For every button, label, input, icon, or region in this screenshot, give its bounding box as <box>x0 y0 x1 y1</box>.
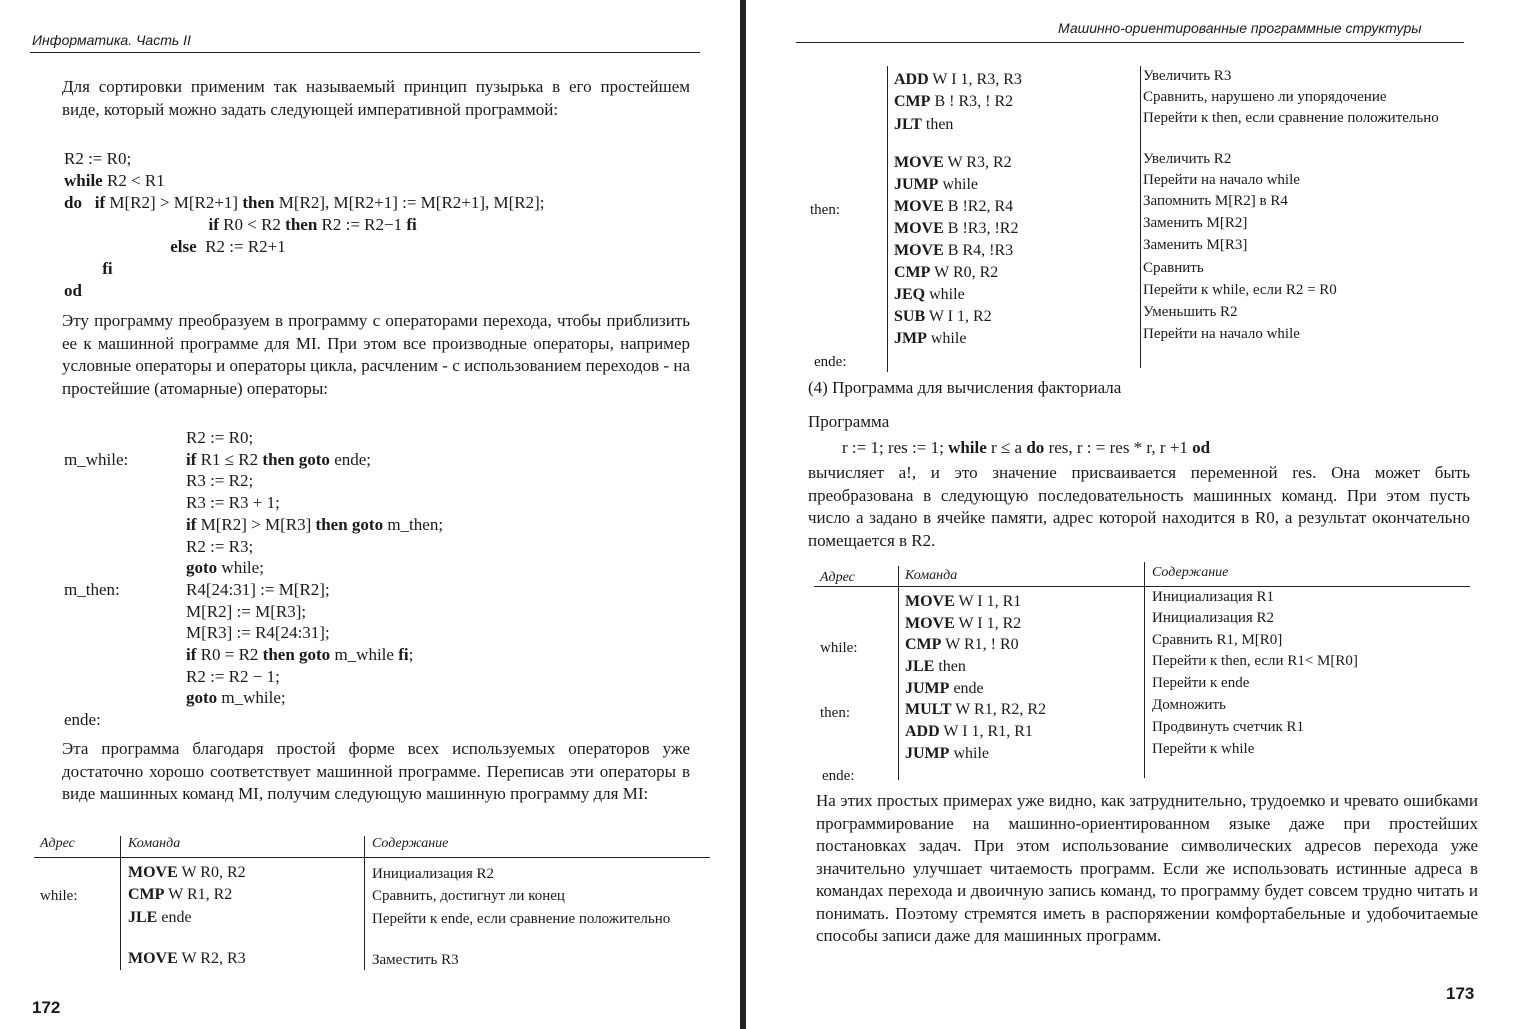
content-cell: Заменить M[R2] <box>1143 215 1248 231</box>
code-label: m_while: <box>64 449 129 469</box>
keyword: do <box>64 193 82 212</box>
content-cell: Перейти к ende <box>1152 675 1250 691</box>
content-cell: Перейти на начало while <box>1143 172 1300 188</box>
book-spine <box>740 0 746 1029</box>
page-number-left: 172 <box>32 998 61 1017</box>
opcode: MOVE <box>894 242 944 259</box>
running-head-right: Машинно-ориентированные программные структуры <box>1058 20 1422 36</box>
operands: W R0, R2 <box>177 864 246 881</box>
right-page <box>748 0 1515 1029</box>
code-line <box>186 428 253 448</box>
code-text: R0 < R2 <box>218 215 286 234</box>
command-cell <box>894 93 1013 111</box>
code-text: M[R2] > M[R3] <box>196 514 316 534</box>
command-cell <box>128 950 246 968</box>
code-label: m_then: <box>64 579 120 599</box>
command-cell <box>894 71 1022 89</box>
code-line <box>64 236 545 258</box>
keyword: if <box>186 449 197 469</box>
code-text: R2 := R2+1 <box>196 237 286 256</box>
operands: while <box>949 745 989 762</box>
table-header-address: Адрес <box>40 836 75 851</box>
content-cell: Уменьшить R2 <box>1143 304 1238 320</box>
opcode: MULT <box>905 701 952 718</box>
content-cell: Запомнить M[R2] в R4 <box>1143 193 1288 209</box>
code-text: m_while; <box>217 688 286 708</box>
operands: then <box>921 116 954 133</box>
command-cell <box>894 286 965 304</box>
code-text: r := 1; res := 1; <box>842 438 949 457</box>
content-cell: Сравнить R1, M[R0] <box>1152 632 1283 648</box>
factorial-code <box>842 438 1210 458</box>
command-cell <box>894 308 992 326</box>
table2-header-address: Адрес <box>820 570 855 585</box>
code-text: M[R2] > M[R2+1] <box>105 193 243 212</box>
header-rule-right <box>796 42 1464 43</box>
code-line <box>186 450 371 470</box>
opcode: ADD <box>894 71 929 88</box>
code-line <box>186 688 286 708</box>
code-text: R2 := R0; <box>186 428 254 447</box>
operands: while <box>938 176 978 193</box>
command-cell <box>894 176 978 194</box>
command-cell <box>905 745 989 763</box>
code-text: res, r : = res * r, r +1 <box>1044 438 1193 457</box>
keyword: do <box>1026 438 1045 457</box>
command-cell <box>905 701 1046 719</box>
operands: W R2, R3 <box>177 950 246 967</box>
opcode: JLE <box>128 909 158 926</box>
code-text: ende; <box>329 449 372 469</box>
content-cell: Перейти к while, если R2 = R0 <box>1143 282 1337 298</box>
code-text <box>82 193 95 212</box>
content-cell: Инициализация R1 <box>1152 589 1275 605</box>
code-line <box>186 645 413 665</box>
opcode: MOVE <box>905 615 955 632</box>
operands: W I 1, R1 <box>954 593 1022 610</box>
operands: W I 1, R2 <box>925 308 992 325</box>
code-line <box>186 537 253 557</box>
address-cell: while: <box>40 888 78 904</box>
program-label: Программа <box>808 412 890 431</box>
code-text: m_while <box>330 645 399 664</box>
table-divider-2 <box>364 836 365 970</box>
opcode: MOVE <box>894 220 944 237</box>
keyword: else <box>170 237 197 256</box>
code-label: ende: <box>64 710 101 730</box>
code-text: R1 ≤ R2 <box>196 449 263 469</box>
code-text <box>64 259 102 278</box>
command-cell <box>905 723 1033 741</box>
code-text: R3 := R2; <box>186 471 254 491</box>
content-cell: Инициализация R2 <box>1152 610 1275 626</box>
command-cell <box>128 909 192 927</box>
operands: W R1, ! R0 <box>941 636 1019 653</box>
content-cell: Перейти на начало while <box>1143 326 1300 342</box>
code-text: M[R2], M[R2+1] := M[R2+1], M[R2]; <box>274 193 545 212</box>
operands: B !R3, !R2 <box>943 220 1019 237</box>
code-line <box>186 515 443 535</box>
command-cell <box>894 220 1018 238</box>
opcode: CMP <box>128 886 165 903</box>
keyword: goto <box>186 558 218 578</box>
content-cell: Перейти к while <box>1152 741 1255 757</box>
opcode: MOVE <box>894 154 944 171</box>
keyword: while <box>948 438 987 457</box>
code-line <box>64 280 545 302</box>
keyword: then goto <box>262 645 331 664</box>
code-text <box>64 215 209 234</box>
operands: W R3, R2 <box>943 154 1012 171</box>
command-cell <box>905 615 1021 633</box>
code-line <box>186 493 280 513</box>
keyword: if <box>186 514 197 534</box>
code-text: r ≤ a <box>986 438 1027 457</box>
command-cell <box>905 593 1021 611</box>
table2-header-rule <box>814 586 1470 587</box>
code-line <box>64 170 545 192</box>
opcode: SUB <box>894 308 926 325</box>
address-cell: then: <box>820 705 850 721</box>
opcode: CMP <box>894 264 931 281</box>
keyword: od <box>1192 438 1211 457</box>
opcode: JMP <box>894 330 927 347</box>
table-header-command: Команда <box>128 836 181 851</box>
keyword: then <box>242 193 275 212</box>
opcode: JLT <box>894 116 922 133</box>
address-cell: then: <box>810 202 840 218</box>
code-line <box>186 558 264 578</box>
command-cell <box>128 864 246 882</box>
content-cell: Сравнить <box>1143 260 1204 276</box>
table2-divider-2 <box>1144 562 1145 778</box>
table2-end-label: ende: <box>822 768 855 784</box>
content-cell: Сравнить, достигнут ли конец <box>372 888 565 904</box>
command-cell <box>894 154 1012 172</box>
header-rule-left <box>30 52 700 53</box>
machine-paragraph: Эта программа благодаря простой форме всех используемых операторов уже достаточно хорошо соответствует машинной программе. Переписав эти операторы в виде машинных команд MI, получим следующую машинную программу для MI: <box>62 739 690 803</box>
opcode: ADD <box>905 723 940 740</box>
code-text: R3 := R3 + 1; <box>186 493 280 513</box>
code-line <box>64 148 545 170</box>
factorial-paragraph: вычисляет a!, и это значение присваивается переменной res. Она может быть преобразована в следующую последовательность машинных команд. При этом пусть число a задано в ячейке памяти, адрес которой находится в R0, а результат окончательно помещается в R2. <box>808 463 1470 550</box>
content-cell: Перейти к then, если сравнение положительно <box>1143 110 1439 126</box>
operands: W R0, R2 <box>930 264 999 281</box>
content-cell: Продвинуть счетчик R1 <box>1152 719 1305 735</box>
command-cell <box>905 658 966 676</box>
left-page <box>0 0 742 1029</box>
table1-end-label: ende: <box>814 354 847 370</box>
section-heading-factorial: (4) Программа для вычисления факториала <box>808 378 1122 397</box>
code-line <box>186 471 253 491</box>
keyword: fi <box>406 215 417 234</box>
table-header-content: Содержание <box>372 836 449 851</box>
table1-divider-2 <box>1140 66 1141 368</box>
opcode: CMP <box>905 636 942 653</box>
code-line <box>64 214 545 236</box>
content-cell: Увеличить R2 <box>1143 151 1232 167</box>
operands: W I 1, R3, R3 <box>928 71 1022 88</box>
intro-paragraph: Для сортировки применим так называемый принцип пузырька в его простейшем виде, который можно задать следующей императивной программой: <box>62 77 690 119</box>
code-text: M[R3] := R4[24:31]; <box>186 623 330 643</box>
operands: W I 1, R1, R1 <box>939 723 1033 740</box>
operands: W R1, R2 <box>164 886 233 903</box>
address-cell: while: <box>820 640 858 656</box>
code-line <box>186 602 306 622</box>
code-text: R2 < R1 <box>102 171 165 190</box>
opcode: JUMP <box>894 176 939 193</box>
opcode: MOVE <box>894 198 944 215</box>
table-header-rule <box>34 857 710 858</box>
keyword: goto <box>186 688 218 708</box>
keyword: od <box>64 281 82 300</box>
code-line <box>186 623 330 643</box>
keyword: if <box>208 215 219 234</box>
code-text: R0 = R2 <box>196 645 263 664</box>
opcode: MOVE <box>905 593 955 610</box>
code-text: ; <box>408 645 414 664</box>
command-cell <box>905 680 984 698</box>
operands: ende <box>157 909 192 926</box>
keyword: then goto <box>315 514 384 534</box>
keyword: then goto <box>262 449 330 469</box>
running-head-left: Информатика. Часть II <box>32 32 191 48</box>
operands: ende <box>949 680 984 697</box>
keyword: fi <box>398 645 409 664</box>
code-text: R2 := R3; <box>186 536 254 556</box>
transform-paragraph: Эту программу преобразуем в программу с операторами перехода, чтобы приблизить ее к машинной программе для MI. При этом все производные операторы, например условные операторы и операторы цикла, расчленим - с использованием переходов - на простейшие (атомарные) операторы: <box>62 311 690 398</box>
content-cell: Заменить M[R3] <box>1143 237 1248 253</box>
keyword: while <box>64 171 103 190</box>
content-cell: Домножить <box>1152 697 1226 713</box>
code-text: R2 := R2 − 1; <box>186 666 280 686</box>
opcode: MOVE <box>128 950 178 967</box>
conclusion-paragraph: На этих простых примерах уже видно, как затруднительно, трудоемко и чревато ошибками программирование на машинно-ориентированном языке даже при простейших постановках задач. При этом использование символических адресов перехода уже значительно улучшает читаемость программ. Если же использовать истинные адреса в командах перехода и двоичную запись команд, то программу будет совсем трудно читать и понимать. Поэтому стремятся иметь в распоряжении комфортабельные и удобочитаемые способы записи даже для машинных программ. <box>816 791 1478 945</box>
content-cell: Инициализация R2 <box>372 866 495 882</box>
code-line <box>64 192 545 214</box>
opcode: JLE <box>905 658 935 675</box>
opcode: JEQ <box>894 286 926 303</box>
code-line <box>186 667 280 687</box>
keyword: then <box>285 215 318 234</box>
command-cell <box>128 886 232 904</box>
operands: then <box>934 658 966 675</box>
page-number-right: 173 <box>1446 984 1475 1003</box>
content-cell: Перейти к ende, если сравнение положительно <box>372 911 671 927</box>
code-text: R2 := R2−1 <box>317 215 407 234</box>
operands: W I 1, R2 <box>954 615 1022 632</box>
keyword: if <box>186 645 197 664</box>
keyword: fi <box>102 259 113 278</box>
operands: B !R2, R4 <box>943 198 1014 215</box>
keyword: if <box>94 193 106 212</box>
operands: B R4, !R3 <box>943 242 1014 259</box>
command-cell <box>894 198 1013 216</box>
code-text <box>64 237 170 256</box>
table1-divider-1 <box>887 66 888 372</box>
table2-header-command: Команда <box>905 568 958 583</box>
command-cell <box>894 264 998 282</box>
command-cell <box>894 242 1013 260</box>
command-cell <box>894 116 953 134</box>
content-cell: Перейти к then, если R1< M[R0] <box>1152 653 1358 669</box>
opcode: JUMP <box>905 745 950 762</box>
operands: while <box>926 330 967 347</box>
table-divider-1 <box>120 836 121 970</box>
opcode: CMP <box>894 93 931 110</box>
code-line <box>186 580 330 600</box>
code-text: m_then; <box>383 514 444 534</box>
operands: B ! R3, ! R2 <box>930 93 1014 110</box>
content-cell: Увеличить R3 <box>1143 68 1232 84</box>
content-cell: Сравнить, нарушено ли упорядочение <box>1143 89 1387 105</box>
code-text: M[R2] := M[R3]; <box>186 601 307 621</box>
operands: while <box>925 286 965 303</box>
bubble-sort-program <box>64 148 545 302</box>
code-text: R2 := R0; <box>64 149 132 168</box>
code-text: while; <box>217 558 264 578</box>
table2-divider-1 <box>898 566 899 780</box>
command-cell <box>894 330 966 348</box>
code-line <box>64 258 545 280</box>
content-cell: Заместить R3 <box>372 952 459 968</box>
operands: W R1, R2, R2 <box>951 701 1047 718</box>
opcode: JUMP <box>905 680 950 697</box>
code-text: R4[24:31] := M[R2]; <box>186 579 330 599</box>
opcode: MOVE <box>128 864 178 881</box>
command-cell <box>905 636 1019 654</box>
table2-header-content: Содержание <box>1152 565 1229 580</box>
